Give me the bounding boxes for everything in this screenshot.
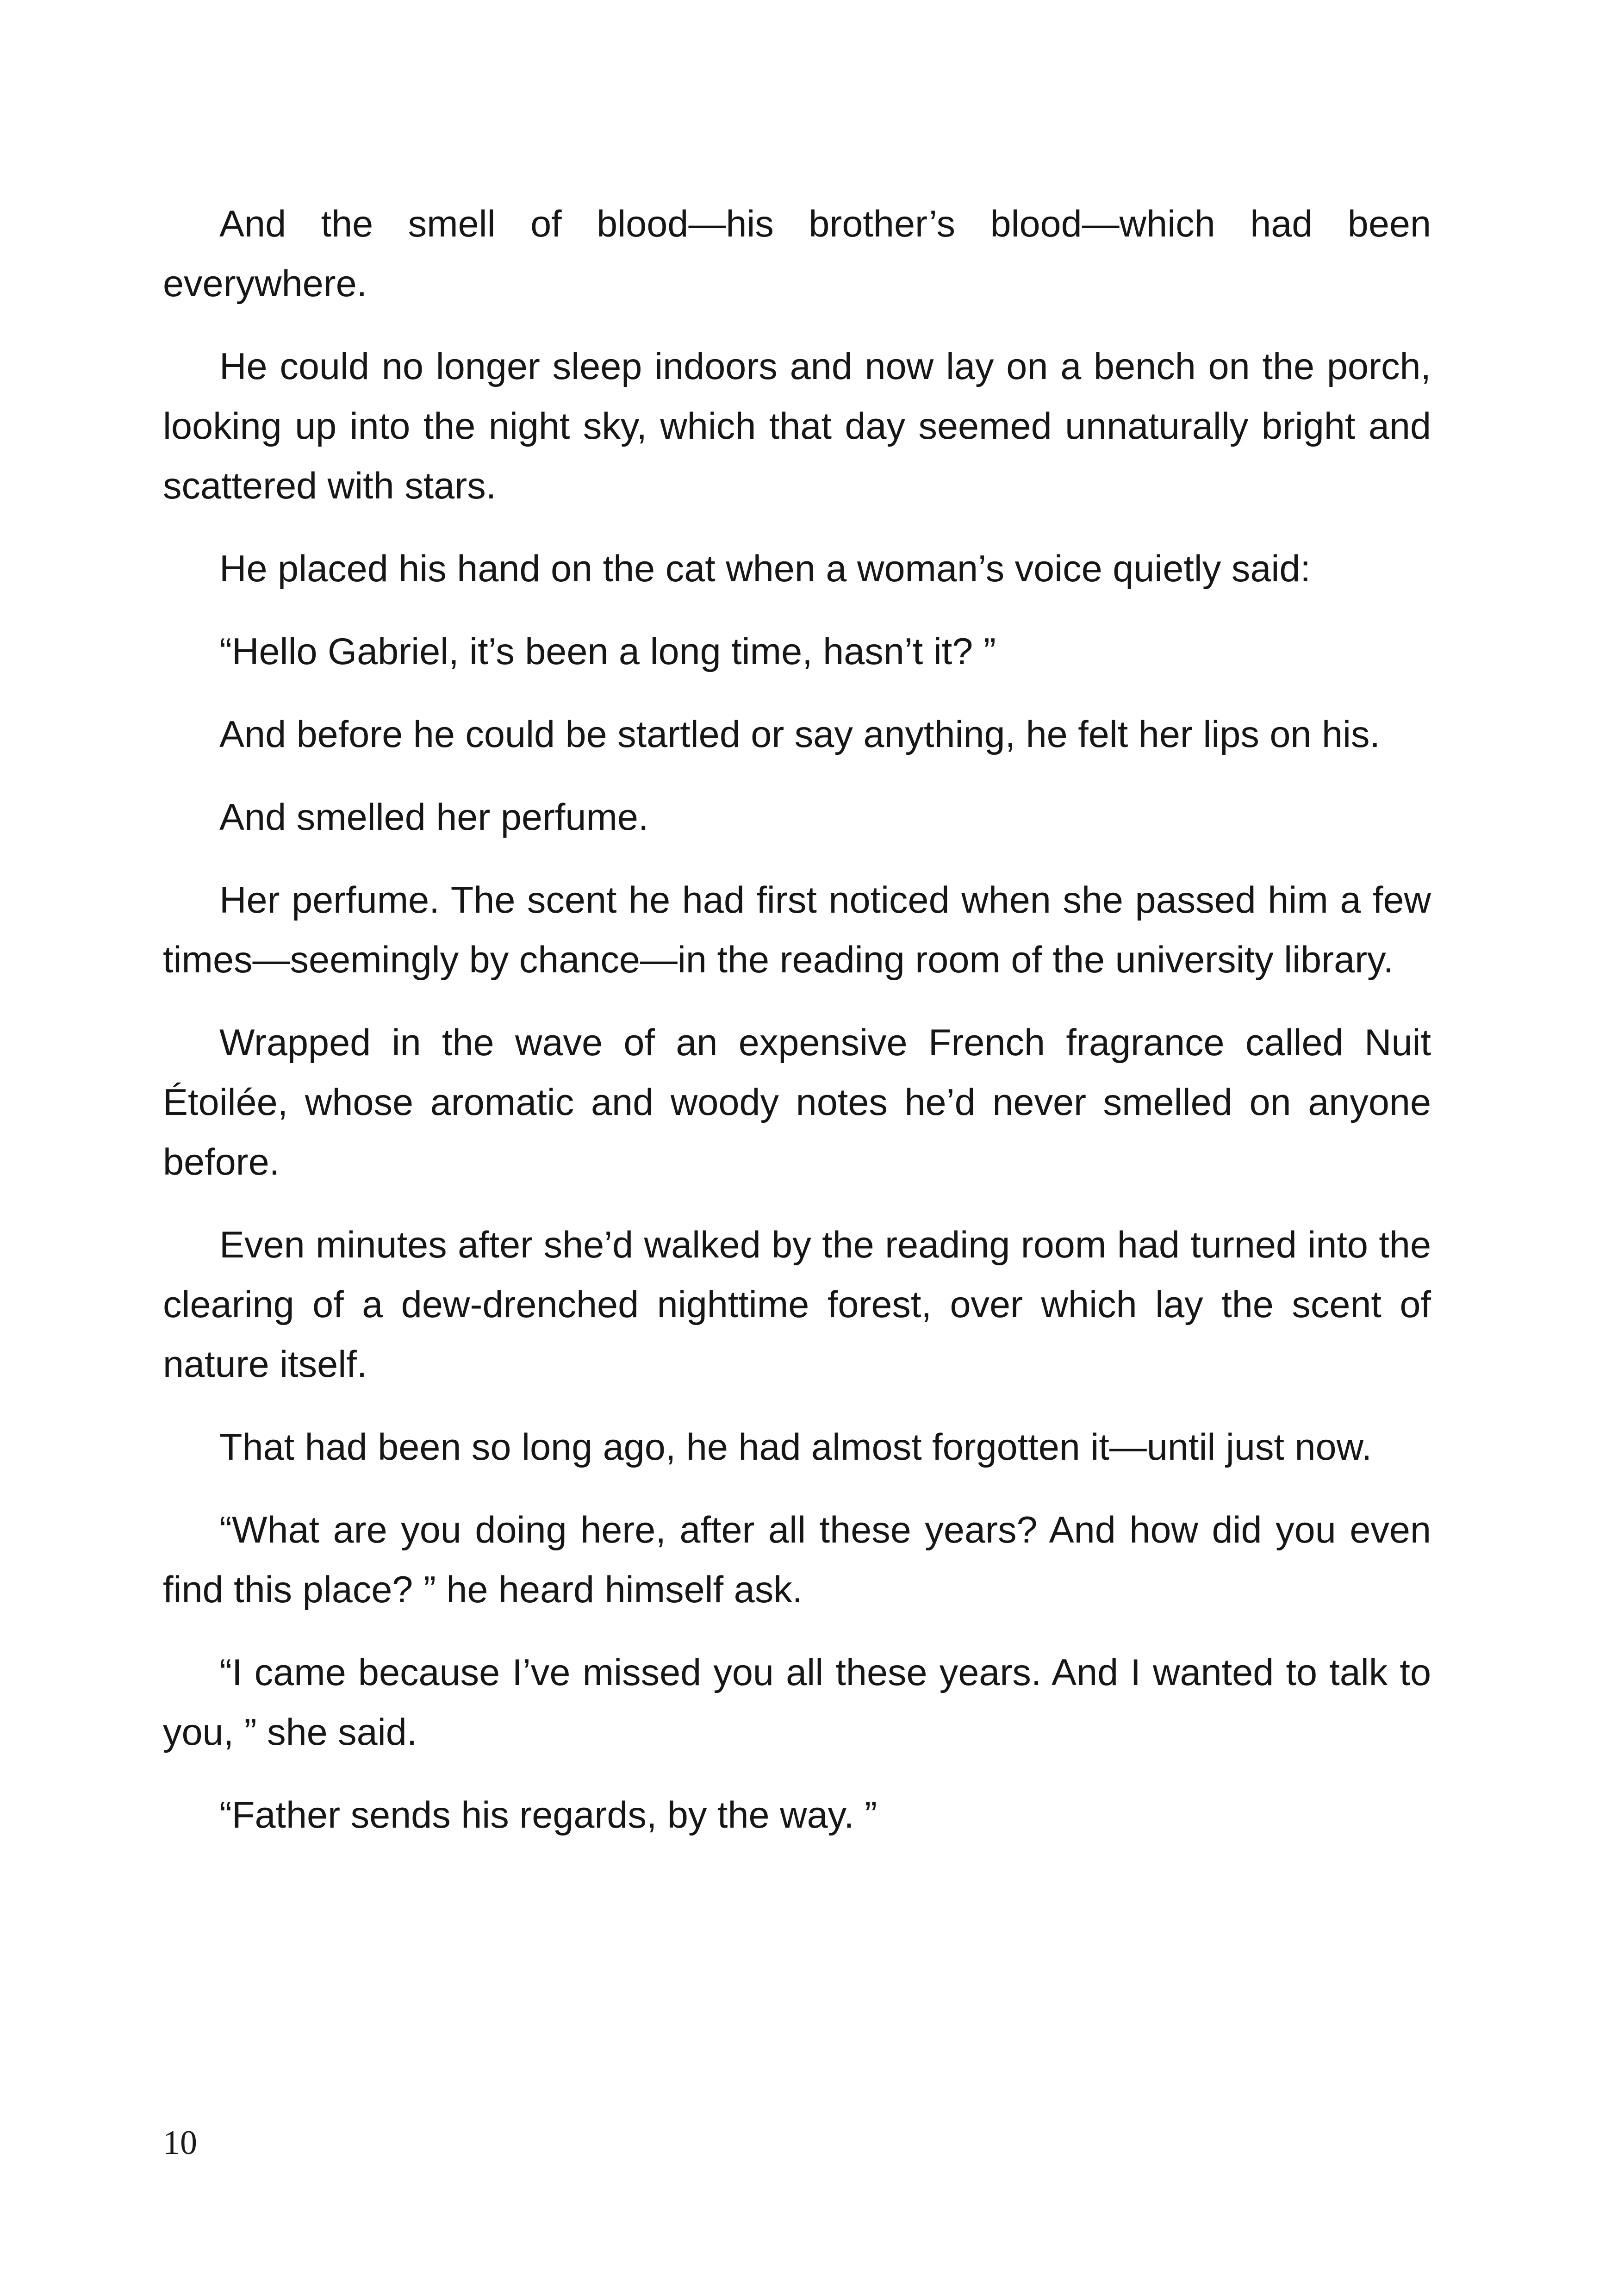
paragraph: And before he could be startled or say anything, he felt her lips on his. [219, 714, 1381, 755]
paragraph: “What are you doing here, after all these years? And how did you even find this place? ” he heard himself ask. [163, 1509, 1431, 1611]
paragraph: That had been so long ago, he had almost forgotten it—until just now. [219, 1426, 1372, 1468]
paragraph: And smelled her perfume. [219, 796, 649, 838]
paragraph: Her perfume. The scent he had first noticed when she passed him a few times—seemingly by chance—in the reading room of the university library. [163, 879, 1431, 981]
paragraph: Even minutes after she’d walked by the reading room had turned into the clearing of a dew-drenched nighttime forest, over which lay the scent of nature itself. [163, 1224, 1431, 1385]
page-number: 10 [163, 2124, 197, 2162]
paragraph: He could no longer sleep indoors and now lay on a bench on the porch, looking up into the night sky, which that day seemed unnaturally bright and scattered with stars. [163, 346, 1431, 507]
paragraph: And the smell of blood—his brother’s blood—which had been everywhere. [163, 203, 1431, 305]
paragraph: “I came because I’ve missed you all these years. And I wanted to talk to you, ” she said. [163, 1652, 1431, 1753]
paragraph: He placed his hand on the cat when a woman’s voice quietly said: [219, 548, 1311, 590]
paragraph: “Father sends his regards, by the way. ” [219, 1794, 877, 1836]
body-text [163, 194, 1431, 1868]
paragraph: Wrapped in the wave of an expensive French fragrance called Nuit Étoilée, whose aromatic and woody notes he’d never smelled on anyone before. [163, 1022, 1431, 1183]
paragraph: “Hello Gabriel, it’s been a long time, hasn’t it? ” [219, 631, 996, 672]
